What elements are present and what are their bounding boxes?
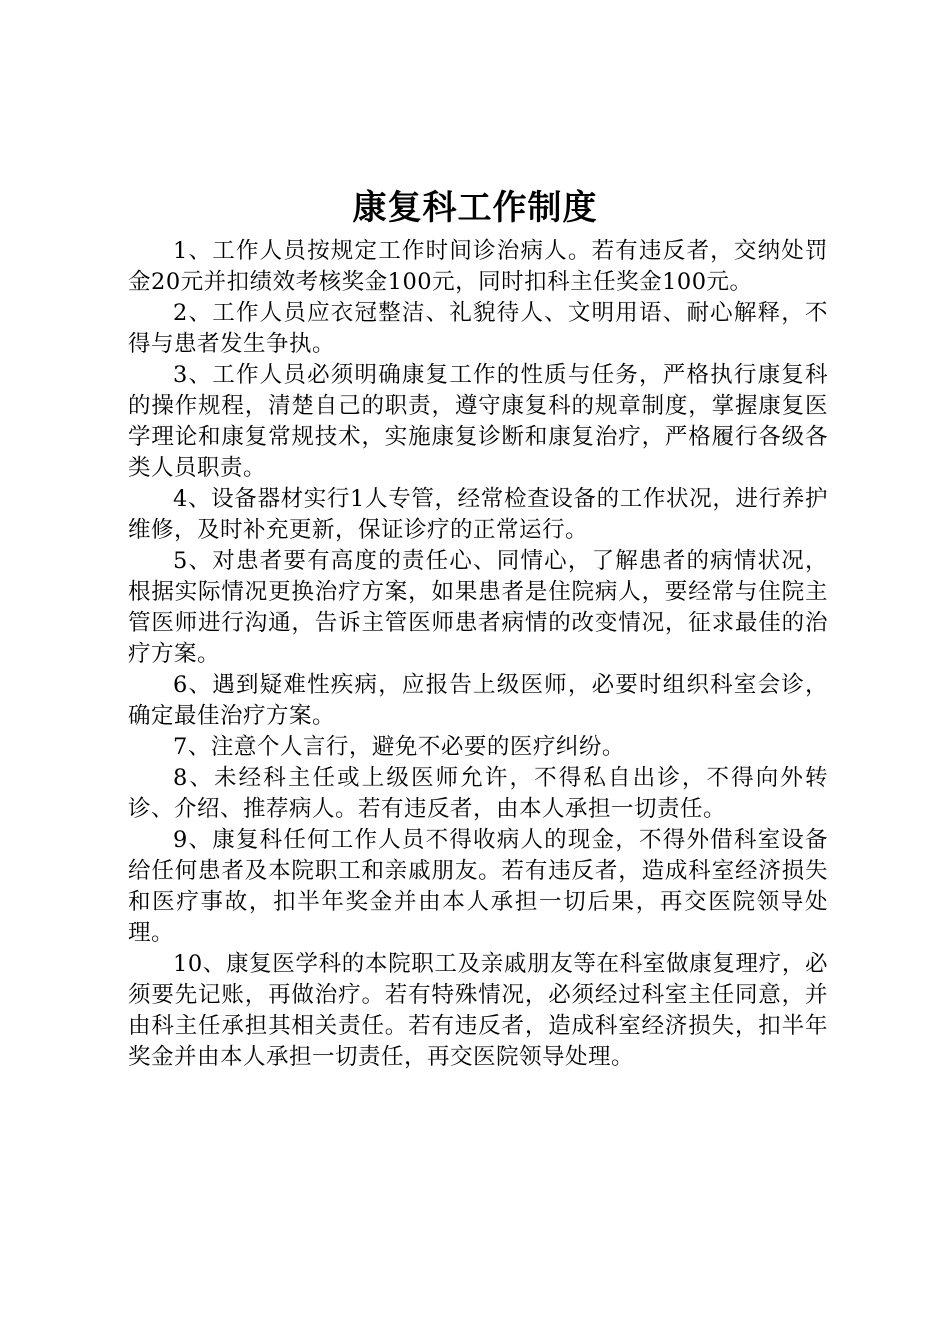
clause-4: 4、设备器材实行1人专管，经常检查设备的工作状况，进行养护维修，及时补充更新，保证诊疗的正常运行。	[128, 486, 828, 543]
clause-6: 6、遇到疑难性疾病，应报告上级医师，必要时组织科室会诊，确定最佳治疗方案。	[128, 672, 828, 729]
clause-1: 1、工作人员按规定工作时间诊治病人。若有违反者，交纳处罚金20元并扣绩效考核奖金100元，同时扣科主任奖金100元。	[128, 238, 828, 295]
clause-10: 10、康复医学科的本院职工及亲戚朋友等在科室做康复理疗，必须要先记账，再做治疗。若有特殊情况，必须经过科室主任同意，并由科主任承担其相关责任。若有违反者，造成科室经济损失，扣半年奖金并由本人承担一切责任，再交医院领导处理。	[128, 951, 828, 1070]
clause-2: 2、工作人员应衣冠整洁、礼貌待人、文明用语、耐心解释，不得与患者发生争执。	[128, 300, 828, 357]
clause-7: 7、注意个人言行，避免不必要的医疗纠纷。	[173, 734, 625, 760]
page-title: 康复科工作制度	[352, 188, 598, 228]
document-body	[128, 236, 828, 1073]
clause-3: 3、工作人员必须明确康复工作的性质与任务，严格执行康复科的操作规程，清楚自己的职责，遵守康复科的规章制度，掌握康复医学理论和康复常规技术，实施康复诊断和康复治疗，严格履行各级各类人员职责。	[128, 362, 828, 481]
clause-5: 5、对患者要有高度的责任心、同情心，了解患者的病情状况，根据实际情况更换治疗方案，如果患者是住院病人，要经常与住院主管医师进行沟通，告诉主管医师患者病情的改变情况，征求最佳的治疗方案。	[128, 548, 828, 667]
clause-9: 9、康复科任何工作人员不得收病人的现金，不得外借科室设备给任何患者及本院职工和亲戚朋友。若有违反者，造成科室经济损失和医疗事故，扣半年奖金并由本人承担一切后果，再交医院领导处理。	[128, 827, 828, 946]
clause-8: 8、未经科主任或上级医师允许，不得私自出诊，不得向外转诊、介绍、推荐病人。若有违反者，由本人承担一切责任。	[128, 765, 828, 822]
